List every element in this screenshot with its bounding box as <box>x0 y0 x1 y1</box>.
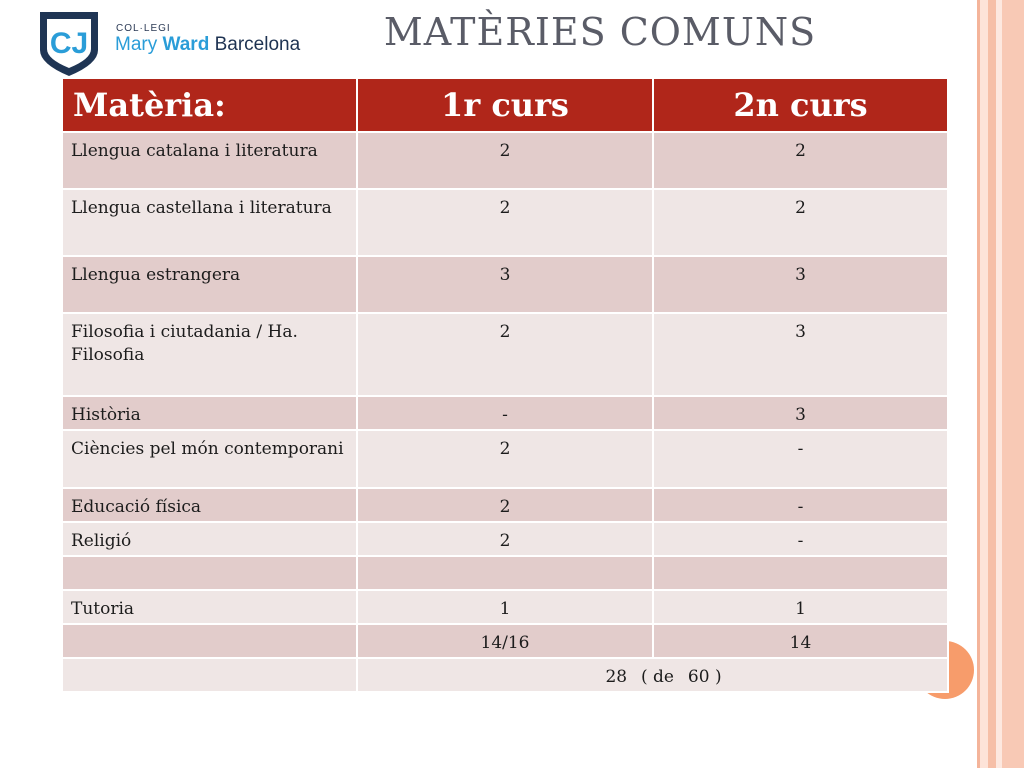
year2-cell: 2 <box>653 189 948 256</box>
table-row <box>62 556 948 590</box>
year2-cell: 3 <box>653 313 948 396</box>
table-header-row <box>62 78 948 132</box>
total-hours-cell <box>357 658 948 692</box>
logo-school-name: Mary Ward Barcelona <box>115 34 301 55</box>
year1-cell <box>357 556 653 590</box>
table-row <box>62 522 948 556</box>
total-max: 60 ) <box>687 667 722 687</box>
year2-cell: - <box>653 488 948 522</box>
subject-cell: Llengua catalana i literatura <box>62 132 357 189</box>
page-title: MATÈRIES COMUNS <box>383 10 817 54</box>
table-row <box>62 189 948 256</box>
year1-cell: 2 <box>357 488 653 522</box>
decor-stripe <box>1002 0 1024 768</box>
table-row <box>62 313 948 396</box>
year2-cell: 1 <box>653 590 948 624</box>
subjects-table <box>61 77 949 693</box>
year1-cell: 1 <box>357 590 653 624</box>
year2-cell: 2 <box>653 132 948 189</box>
year2-cell: 3 <box>653 256 948 313</box>
year1-cell: 3 <box>357 256 653 313</box>
decor-stripe <box>988 0 996 768</box>
year2-cell <box>653 556 948 590</box>
table-row <box>62 256 948 313</box>
table-row <box>62 396 948 430</box>
subject-cell: Filosofia i ciutadania / Ha. Filosofia <box>62 313 357 396</box>
decor-stripe <box>980 0 988 768</box>
table-row <box>62 590 948 624</box>
subject-cell: Història <box>62 396 357 430</box>
year1-cell: 2 <box>357 189 653 256</box>
total-row <box>62 658 948 692</box>
subject-cell: Ciències pel món contemporani <box>62 430 357 488</box>
total-of-label: ( de <box>641 667 674 687</box>
year1-cell: 2 <box>357 522 653 556</box>
logo-small-text: COL·LEGI <box>116 23 171 34</box>
year2-cell: 14 <box>653 624 948 658</box>
year1-cell: 2 <box>357 313 653 396</box>
year1-cell: - <box>357 396 653 430</box>
table-row <box>62 132 948 189</box>
table-row <box>62 430 948 488</box>
year1-cell: 2 <box>357 132 653 189</box>
subject-cell: Llengua estrangera <box>62 256 357 313</box>
subject-cell <box>62 658 357 692</box>
total-hours: 28 <box>605 667 628 687</box>
header-year2: 2n curs <box>653 78 948 132</box>
header-subject: Matèria: <box>62 78 357 132</box>
year2-cell: 3 <box>653 396 948 430</box>
table-row <box>62 624 948 658</box>
subject-cell <box>62 556 357 590</box>
table-row <box>62 488 948 522</box>
header-year1: 1r curs <box>357 78 653 132</box>
logo-mark: CJ <box>49 27 89 60</box>
shield-icon <box>36 6 102 78</box>
subject-cell: Educació física <box>62 488 357 522</box>
year2-cell: - <box>653 430 948 488</box>
year2-cell: - <box>653 522 948 556</box>
year1-cell: 14/16 <box>357 624 653 658</box>
subject-cell: Tutoria <box>62 590 357 624</box>
subject-cell: Religió <box>62 522 357 556</box>
subject-cell: Llengua castellana i literatura <box>62 189 357 256</box>
year1-cell: 2 <box>357 430 653 488</box>
subject-cell <box>62 624 357 658</box>
